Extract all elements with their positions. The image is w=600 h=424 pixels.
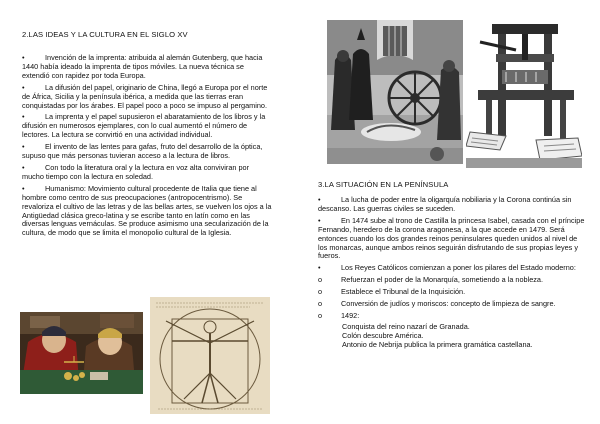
sub-marker: o [318, 299, 323, 309]
bullet-reyes-catolicos: • Los Reyes Católicos comienzan a poner los pilares del Estado moderno: [318, 263, 576, 273]
subitem-conversion: o Conversión de judíos y moriscos: concepto de limpieza de sangre. [318, 299, 556, 309]
bullet-marker: • [318, 263, 321, 273]
events-1492-list [318, 322, 588, 350]
bullet-humanismo: • Humanismo: Movimiento cultural procedente de Italia que tiene al hombre como centro de sus preocupaciones (antropocentrismo). Se revaloriza el cultivo de las letras y de las bellas artes, se vuelven los ojos a la Antigüedad clásica greco-latina y se escribe tanto en latín como en las diversas lenguas vernáculas. Se produce asimismo una secularización de la cultura, de modo que se limita el monopolio cultural de la Iglesia. [22, 183, 272, 238]
subitem-1492: o 1492: [318, 310, 360, 320]
printing-press-image [466, 20, 582, 168]
subitem-monarquia: o Refuerzan el poder de la Monarquía, sometiendo a la nobleza. [318, 275, 544, 285]
inquisition-engraving-image [327, 20, 463, 164]
bullet-marker: • [22, 183, 25, 193]
vitruvian-man-image [150, 297, 270, 414]
moneylender-painting-image [20, 312, 143, 394]
bullet-marker: • [22, 53, 25, 62]
subitem-inquisicion: o Establece el Tribunal de la Inquisición. [318, 287, 466, 297]
event-nebrija: Antonio de Nebrija publica la primera gramática castellana. [342, 340, 533, 350]
section-heading-ideas: 2.LAS IDEAS Y LA CULTURA EN EL SIGLO XV [22, 30, 188, 39]
section-situacion-peninsula [318, 180, 588, 349]
bullet-marker: • [318, 215, 321, 225]
bullet-papel: • La difusión del papel, originario de China, llegó a Europa por el norte de África, Sicilia y la península ibérica, a medida que las tierras eran conquistadas por los árabes. El papel poco a poco se impuso al pergamino. [22, 82, 268, 110]
bullet-libros: • La imprenta y el papel supusieron el abaratamiento de los libros y la difusión en numerosos ejemplares, con lo cual aumentó el número de lectores. La lectura se convirtió en una actividad individual. [22, 112, 266, 140]
bullet-lucha-poder: • La lucha de poder entre la oligarquía nobiliaria y la Corona continúa sin descanso. Las guerras civiles se suceden. [318, 195, 572, 213]
event-granada: Conquista del reino nazarí de Granada. [342, 321, 470, 331]
bullet-literatura-oral: • Con todo la literatura oral y la lectura en voz alta conviviran por mucho tiempo con la lectura en soledad. [22, 162, 250, 181]
bullet-lentes: • El invento de las lentes para gafas, fruto del desarrollo de la óptica, supuso que más personas tuvieran acceso a la lectura de libros. [22, 142, 263, 161]
sub-marker: o [318, 275, 323, 285]
sub-marker: o [318, 310, 323, 320]
bullet-isabel-fernando: • En 1474 sube al trono de Castilla la princesa Isabel, casada con el príncipe Fernando, heredero de la corona aragonesa, a la que accede en 1479. Será entonces cuando los dos grandes reinos peninsulares queden unidos al nivel de los monarcas, aunque ambos reinos seguirán disfrutando de sus propias leyes y fueros. [318, 215, 585, 261]
bullet-marker: • [22, 112, 25, 122]
section-heading-peninsula: 3.LA SITUACIÓN EN LA PENÍNSULA [318, 180, 449, 189]
bullet-imprenta: • Invención de la imprenta: atribuida al alemán Gutenberg, que hacia 1440 había ideado la imprenta de tipos móviles. La nueva técnica se extendió con rapidez por toda Europa. [22, 53, 263, 80]
sub-marker: o [318, 287, 323, 297]
bullet-marker: • [318, 195, 321, 204]
bullet-marker: • [22, 82, 25, 92]
section-ideas-cultura [22, 30, 272, 241]
bullet-marker: • [22, 142, 25, 152]
event-colon: Colón descubre América. [342, 331, 424, 341]
bullet-marker: • [22, 162, 25, 172]
